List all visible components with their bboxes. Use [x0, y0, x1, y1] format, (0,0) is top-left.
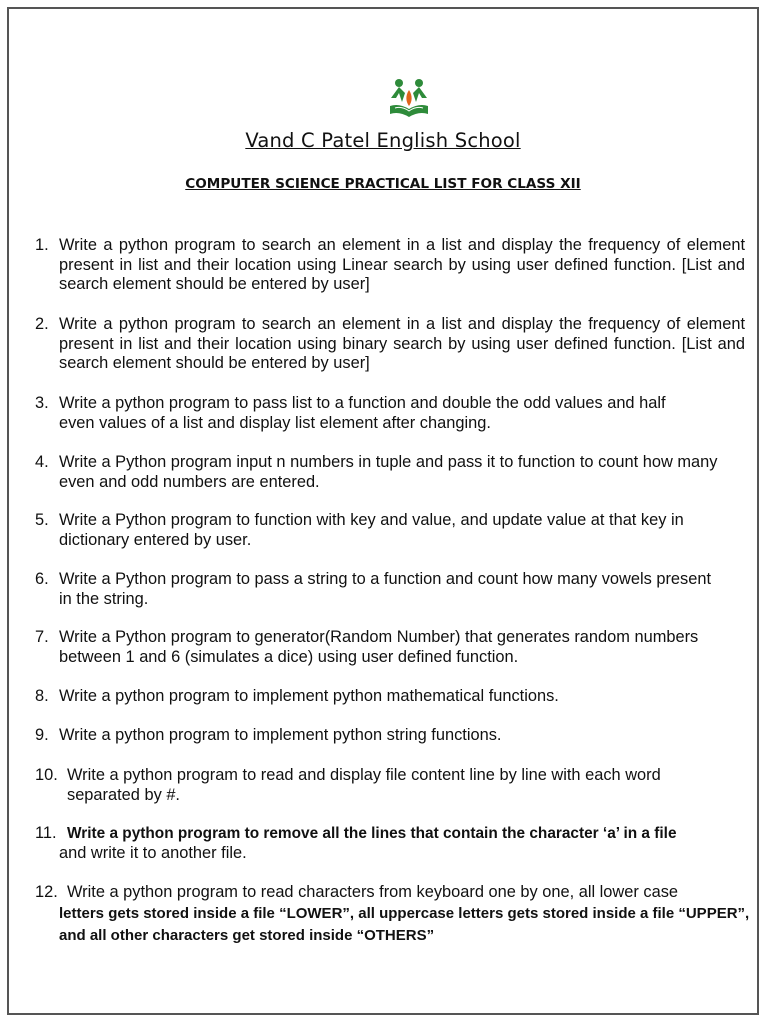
item-number: 12. — [35, 883, 58, 901]
item-text: Write a python program to search an element in a list and display the frequency of element present in list and their location using Linear search by using user defined function. [List and search element should be entered by user] — [59, 236, 745, 294]
document-page — [7, 7, 759, 1015]
list-item — [35, 570, 725, 609]
list-item — [35, 394, 695, 433]
item-text-bold: letters gets stored inside a file “LOWER”, all uppercase letters gets stored inside a file “UPPER”, and all other characters get stored inside “OTHERS” — [59, 904, 750, 944]
list-item — [35, 824, 745, 863]
list-item — [35, 453, 745, 492]
item-number: 7. — [35, 628, 49, 646]
item-text: Write a python program to read characters from keyboard one by one, all lower case — [67, 883, 679, 901]
item-number: 10. — [35, 766, 58, 784]
item-number: 5. — [35, 511, 49, 529]
school-emblem-icon — [387, 76, 431, 120]
item-text: Write a python program to implement python string functions. — [59, 726, 502, 744]
item-number: 8. — [35, 687, 49, 705]
list-item — [35, 726, 745, 746]
list-item — [35, 883, 750, 947]
list-item — [35, 236, 745, 295]
item-number: 3. — [35, 394, 49, 412]
practical-list-title: COMPUTER SCIENCE PRACTICAL LIST FOR CLASS XII — [185, 176, 581, 192]
list-item — [35, 687, 745, 707]
item-text-bold: Write a python program to remove all the lines that contain the character ‘a’ in a file — [67, 825, 677, 842]
list-item — [35, 315, 745, 374]
item-number: 11. — [35, 824, 57, 842]
school-name: Vand C Patel English School — [245, 129, 521, 152]
item-text: Write a Python program input n numbers in tuple and pass it to function to count how many even and odd numbers are entered. — [59, 453, 718, 491]
item-number: 1. — [35, 236, 49, 254]
item-text: Write a python program to implement python mathematical functions. — [59, 687, 559, 705]
item-text: Write a Python program to generator(Random Number) that generates random numbers between 1 and 6 (simulates a dice) using user defined function. — [59, 628, 699, 666]
item-text: Write a python program to search an element in a list and display the frequency of element present in list and their location using binary search by using user defined function. [List and search element should be entered by user] — [59, 315, 745, 373]
item-number: 6. — [35, 570, 49, 588]
item-text: Write a python program to read and display file content line by line with each word separated by #. — [67, 766, 661, 804]
item-text: Write a python program to pass list to a function and double the odd values and half even values of a list and display list element after changing. — [59, 394, 666, 432]
list-item — [35, 766, 735, 805]
item-number: 2. — [35, 315, 49, 333]
item-number: 4. — [35, 453, 49, 471]
item-text: Write a Python program to pass a string to a function and count how many vowels present in the string. — [59, 570, 712, 608]
item-number: 9. — [35, 726, 49, 744]
list-item — [35, 628, 715, 667]
list-item — [35, 511, 715, 550]
item-text: Write a Python program to function with key and value, and update value at that key in dictionary entered by user. — [59, 511, 684, 549]
item-text: and write it to another file. — [59, 843, 247, 862]
